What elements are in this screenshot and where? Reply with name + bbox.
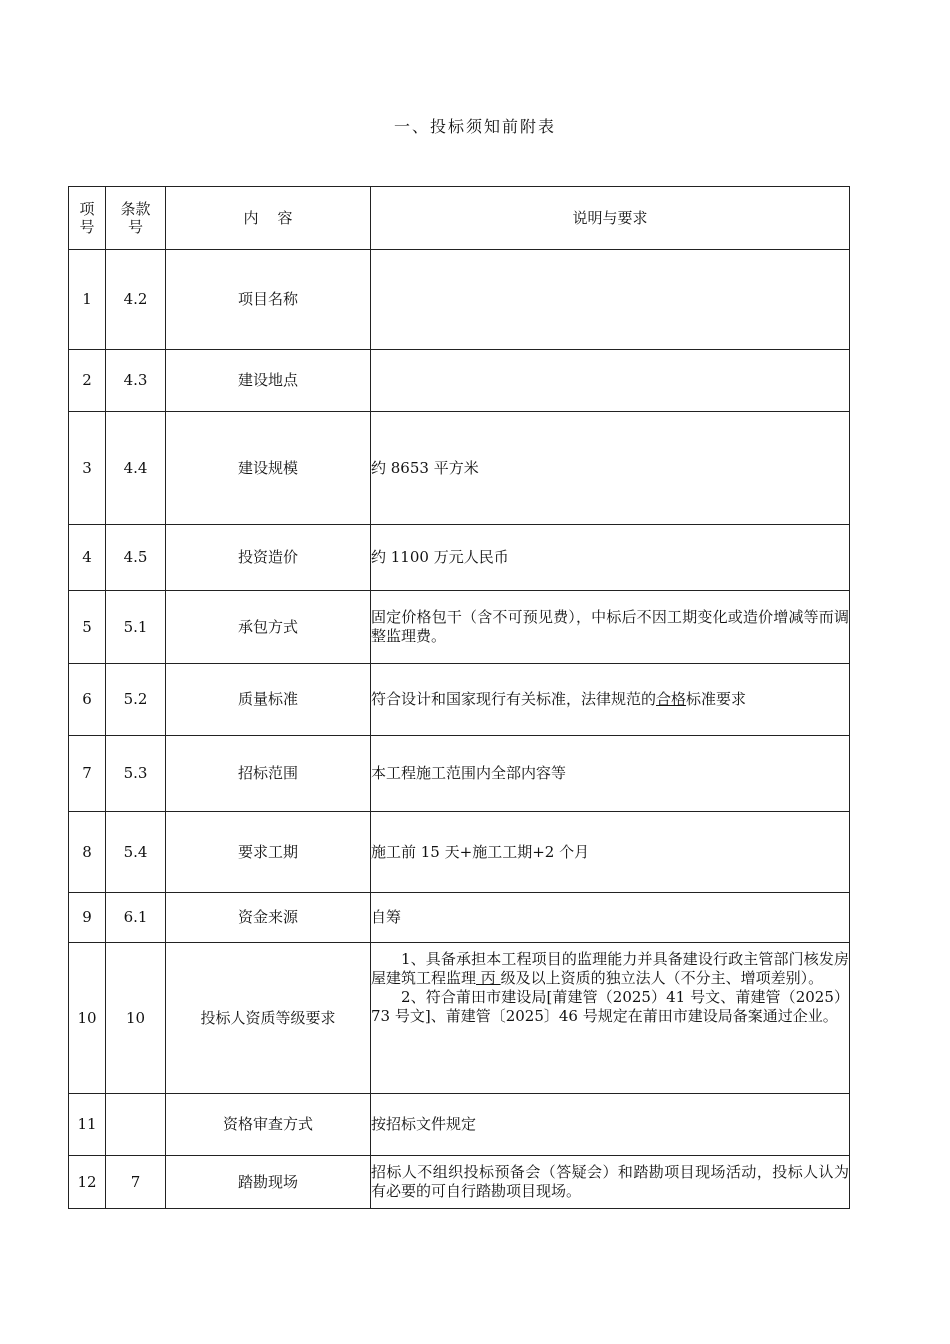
row-no: 12 (69, 1156, 106, 1209)
row-desc: 按招标文件规定 (371, 1094, 850, 1156)
row-no: 5 (69, 591, 106, 664)
row-item: 建设地点 (166, 350, 371, 412)
header-clause-no: 条款号 (106, 187, 166, 250)
row-no: 9 (69, 893, 106, 943)
row-desc (371, 943, 850, 1094)
bid-info-table (68, 186, 850, 1209)
table-row (69, 736, 850, 812)
row-clause: 6.1 (106, 893, 166, 943)
row-clause (106, 1094, 166, 1156)
row-item: 资格审查方式 (166, 1094, 371, 1156)
table-row (69, 1094, 850, 1156)
row-no: 6 (69, 664, 106, 736)
row-clause: 7 (106, 1156, 166, 1209)
row-item: 承包方式 (166, 591, 371, 664)
row-desc (371, 250, 850, 350)
row-desc: 本工程施工范围内全部内容等 (371, 736, 850, 812)
row-no: 1 (69, 250, 106, 350)
table-row (69, 350, 850, 412)
header-content: 内 容 (166, 187, 371, 250)
table-row (69, 893, 850, 943)
header-description: 说明与要求 (371, 187, 850, 250)
table-row (69, 412, 850, 525)
qualification-grade: 丙 (476, 969, 501, 987)
row-no: 8 (69, 812, 106, 893)
row-no: 4 (69, 525, 106, 591)
row-item: 质量标准 (166, 664, 371, 736)
row-desc: 自筹 (371, 893, 850, 943)
table-row (69, 591, 850, 664)
row-clause: 5.3 (106, 736, 166, 812)
row-clause: 5.4 (106, 812, 166, 893)
qualification-para-1: 1、具备承担本工程项目的监理能力并具备建设行政主管部门核发房屋建筑工程监理 丙 级及以上资质的独立法人（不分主、增项差别）。 (371, 950, 849, 987)
desc-text: 符合设计和国家现行有关标准，法律规范的 (371, 690, 657, 708)
table-header-row (69, 187, 850, 250)
row-no: 2 (69, 350, 106, 412)
row-desc: 施工前 15 天+施工工期+2 个月 (371, 812, 850, 893)
row-clause: 5.2 (106, 664, 166, 736)
row-clause: 4.4 (106, 412, 166, 525)
row-desc: 约 1100 万元人民币 (371, 525, 850, 591)
table-row (69, 943, 850, 1094)
row-clause: 4.2 (106, 250, 166, 350)
quality-grade: 合格 (656, 690, 687, 708)
row-item: 投资造价 (166, 525, 371, 591)
row-desc: 招标人不组织投标预备会（答疑会）和踏勘项目现场活动，投标人认为有必要的可自行踏勘项目现场。 (371, 1156, 850, 1209)
table-row (69, 250, 850, 350)
table-row (69, 1156, 850, 1209)
row-desc (371, 664, 850, 736)
row-no: 7 (69, 736, 106, 812)
row-clause: 5.1 (106, 591, 166, 664)
page-title: 一、投标须知前附表 (393, 117, 556, 136)
row-clause: 4.5 (106, 525, 166, 591)
table-row (69, 664, 850, 736)
row-item: 投标人资质等级要求 (166, 943, 371, 1094)
row-no: 10 (69, 943, 106, 1094)
table-row (69, 812, 850, 893)
row-no: 3 (69, 412, 106, 525)
table-row (69, 525, 850, 591)
row-item: 要求工期 (166, 812, 371, 893)
row-item: 踏勘现场 (166, 1156, 371, 1209)
row-item: 建设规模 (166, 412, 371, 525)
qualification-para-2: 2、符合莆田市建设局[莆建管（2025）41 号文、莆建管（2025）73 号文]、莆建管〔2025〕46 号规定在莆田市建设局备案通过企业。 (371, 988, 849, 1025)
row-clause: 4.3 (106, 350, 166, 412)
row-desc: 约 8653 平方米 (371, 412, 850, 525)
row-desc: 固定价格包干（含不可预见费），中标后不因工期变化或造价增减等而调整监理费。 (371, 591, 850, 664)
desc-text: 标准要求 (686, 690, 747, 708)
row-no: 11 (69, 1094, 106, 1156)
row-clause: 10 (106, 943, 166, 1094)
row-desc (371, 350, 850, 412)
row-item: 项目名称 (166, 250, 371, 350)
header-item-no: 项号 (69, 187, 106, 250)
row-item: 招标范围 (166, 736, 371, 812)
row-item: 资金来源 (166, 893, 371, 943)
